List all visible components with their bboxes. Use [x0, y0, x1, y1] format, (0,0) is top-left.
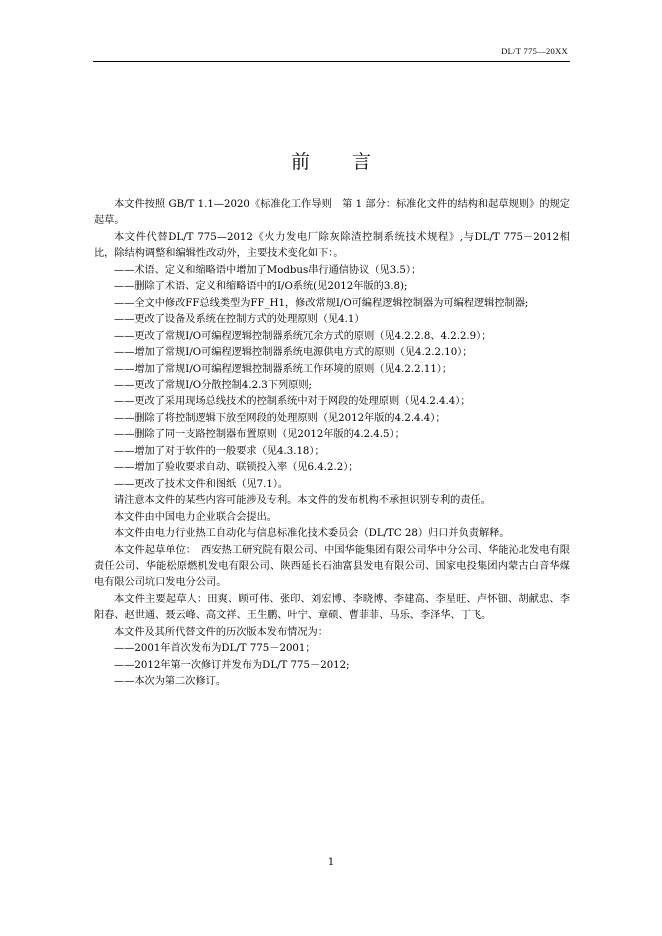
paragraph: 本文件由电力行业热工自动化与信息标准化技术委员会（DL/TC 28）归口并负责解释。	[114, 528, 510, 540]
history-item: ——2012年第一次修订并发布为DL/T 775－2012;	[114, 659, 350, 671]
change-item: ——更改了常规I/O分散控制4.2.3下列原则;	[114, 379, 312, 391]
header-divider	[93, 61, 570, 62]
change-item: ——更改了技术文件和图纸（见7.1）。	[114, 478, 289, 490]
change-item: ——增加了常规I/O可编程逻辑控制器系统电源供电方式的原则（见4.2.2.10）；	[114, 347, 473, 359]
paragraph: 本文件按照 GB/T 1.1—2020《标准化工作导则 第 1 部分：标准化文件的结构和起草规则》的规定起草。	[94, 199, 570, 227]
change-item: ——增加了常规I/O可编程逻辑控制器系统工作环境的原则（见4.2.2.11）；	[114, 363, 453, 375]
paragraph: 本文件主要起草人：田爽、顾可伟、张印、刘宏博、李晓博、李建高、李星旺、卢怀钿、胡献忠、李阳春、赵世通、聂云峰、高文祥、王生鹏、叶宁、章硕、曹菲菲、马乐、李泽华、丁飞。	[94, 593, 570, 622]
paragraph: 本文件由中国电力企业联合会提出。	[114, 511, 277, 523]
paragraph: 本文件起草单位： 西安热工研究院有限公司、中国华能集团有限公司华中分公司、华能沁北发电有限责任公司、华能松原燃机发电有限公司、陕西延长石油富县发电有限公司、国家电投集团内蒙古白音华煤电有限公司坑口发电分公司。	[94, 544, 570, 589]
paragraph: 请注意本文件的某些内容可能涉及专利。本文件的发布机构不承担识别专利的责任。	[114, 495, 491, 507]
paragraph: 本文件及其所代替文件的历次版本发布情况为：	[114, 626, 328, 638]
change-item: ——增加了对于软件的一般要求（见4.3.18）；	[114, 445, 325, 457]
change-item: ——删除了术语、定义和缩略语中的I/O系统(见2012年版的3.8);	[114, 281, 408, 293]
change-item: ——全文中修改FF总线类型为FF_H1，修改常规I/O可编程逻辑控制器为可编程逻辑控制器;	[114, 297, 529, 309]
change-item: ——删除了同一支路控制器布置原则（见2012年版的4.2.4.5）；	[114, 429, 405, 441]
change-item: ——更改了采用现场总线技术的控制系统中对于网段的处理原则（见4.2.4.4）；	[114, 396, 471, 408]
change-item: ——删除了将控制逻辑下放至网段的处理原则（见2012年版的4.2.4.4）；	[114, 412, 446, 424]
page-number: 1	[327, 857, 335, 868]
page-title: 前言	[290, 150, 413, 173]
change-item: ——增加了验收要求自动、联锁投入率（见6.4.2.2）；	[114, 462, 359, 474]
foreword-body	[94, 197, 570, 691]
change-item: ——更改了设备及系统在控制方式的处理原则（见4.1）	[114, 314, 365, 326]
paragraph: 本文件代替DL/T 775—2012《火力发电厂除灰除渣控制系统技术规程》,与DL/T 775－2012相比，除结构调整和编辑性改动外，主要技术变化如下：。	[94, 231, 570, 260]
change-item: ——更改了常规I/O可编程逻辑控制器系统冗余方式的原则（见4.2.2.8、4.2.2.9）；	[114, 330, 492, 342]
history-item: ——2001年首次发布为DL/T 775－2001；	[114, 643, 316, 655]
history-item: ——本次为第二次修订。	[114, 676, 227, 688]
document-code: DL/T 775—20XX	[501, 46, 568, 56]
change-item: ——术语、定义和缩略语中增加了Modbus串行通信协议（见3.5）；	[114, 264, 422, 276]
